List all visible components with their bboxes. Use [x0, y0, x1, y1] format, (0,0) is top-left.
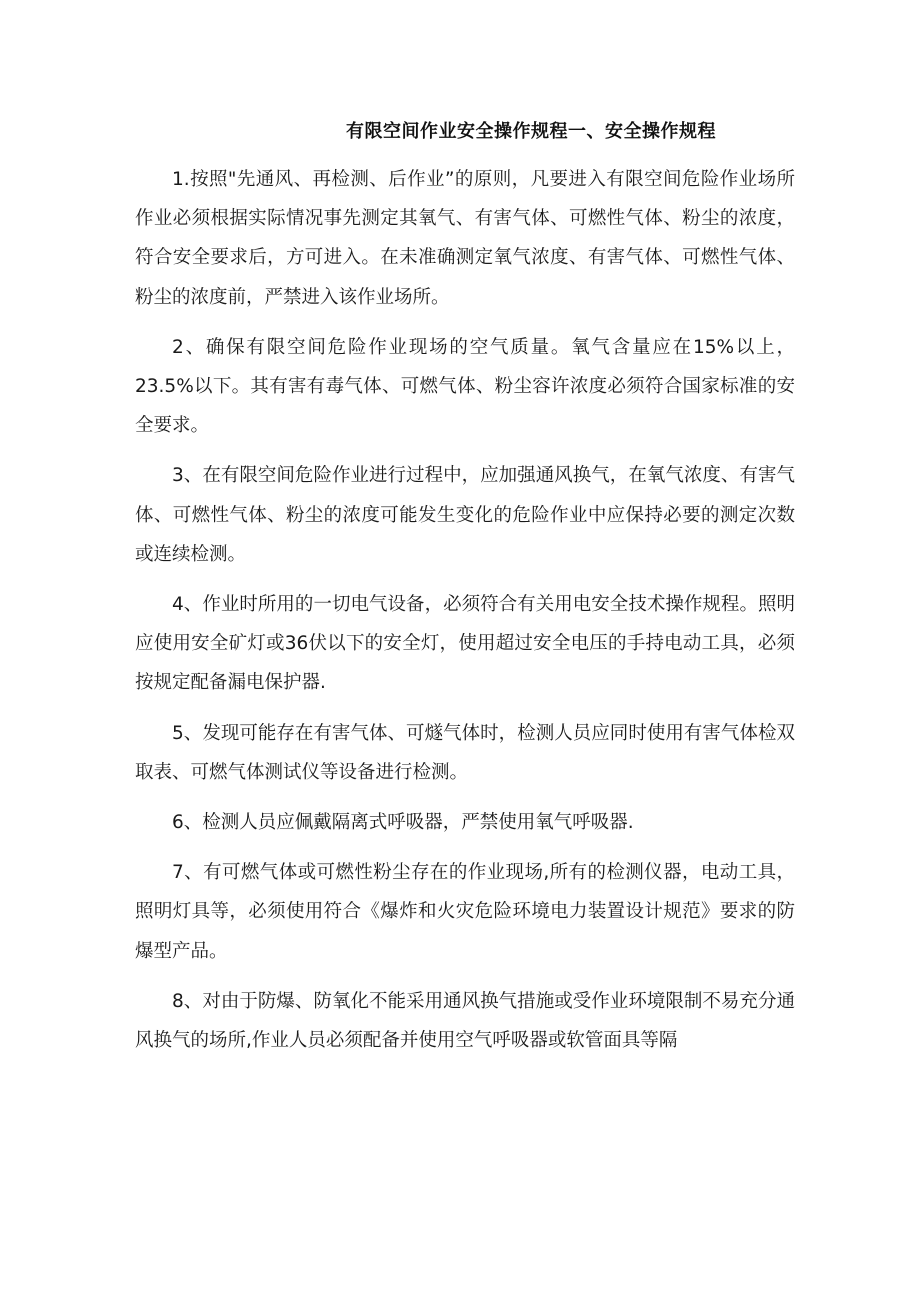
- paragraph-3: 3、在有限空间危险作业进行过程中，应加强通风换气，在氧气浓度、有害气体、可燃性气体、粉尘的浓度可能发生变化的危险作业中应保持必要的测定次数或连续检测。: [135, 465, 795, 565]
- paragraph-4: 4、作业时所用的一切电气设备，必须符合有关用电安全技术操作规程。照明应使用安全矿灯或36伏以下的安全灯，使用超过安全电压的手持电动工具，必须按规定配备漏电保护器.: [135, 594, 795, 694]
- document-body: [135, 160, 795, 1071]
- paragraph-7: 7、有可燃气体或可燃性粉尘存在的作业现场,所有的检测仪器，电动工具，照明灯具等，必须使用符合《爆炸和火灾危险环境电力装置设计规范》要求的防爆型产品。: [135, 862, 795, 962]
- paragraph-5: 5、发现可能存在有害气体、可燧气体时，检测人员应同时使用有害气体检双取表、可燃气体测试仪等设备进行检测。: [135, 722, 795, 783]
- paragraph-2: 2、确保有限空间危险作业现场的空气质量。氧气含量应在15%以上，23.5%以下。其有害有毒气体、可燃气体、粉尘容许浓度必须符合国家标准的安全要求。: [135, 336, 795, 437]
- paragraph-8: 8、对由于防爆、防氧化不能采用通风换气措施或受作业环境限制不易充分通风换气的场所,作业人员必须配备并使用空气呼吸器或软管面具等隔: [135, 990, 795, 1052]
- document-title: 有限空间作业安全操作规程一、安全操作规程: [346, 121, 716, 142]
- paragraph-1: 1.按照"先通风、再检测、后作业”的原则，凡要进入有限空间危险作业场所作业必须根据实际情况事先测定其氧气、有害气体、可燃性气体、粉尘的浓度，符合安全要求后，方可进入。在未准确测定氧气浓度、有害气体、可燃性气体、粉尘的浓度前，严禁进入该作业场所。: [135, 169, 795, 308]
- paragraph-6: 6、检测人员应佩戴隔离式呼吸器，严禁使用氧气呼吸器.: [172, 812, 634, 834]
